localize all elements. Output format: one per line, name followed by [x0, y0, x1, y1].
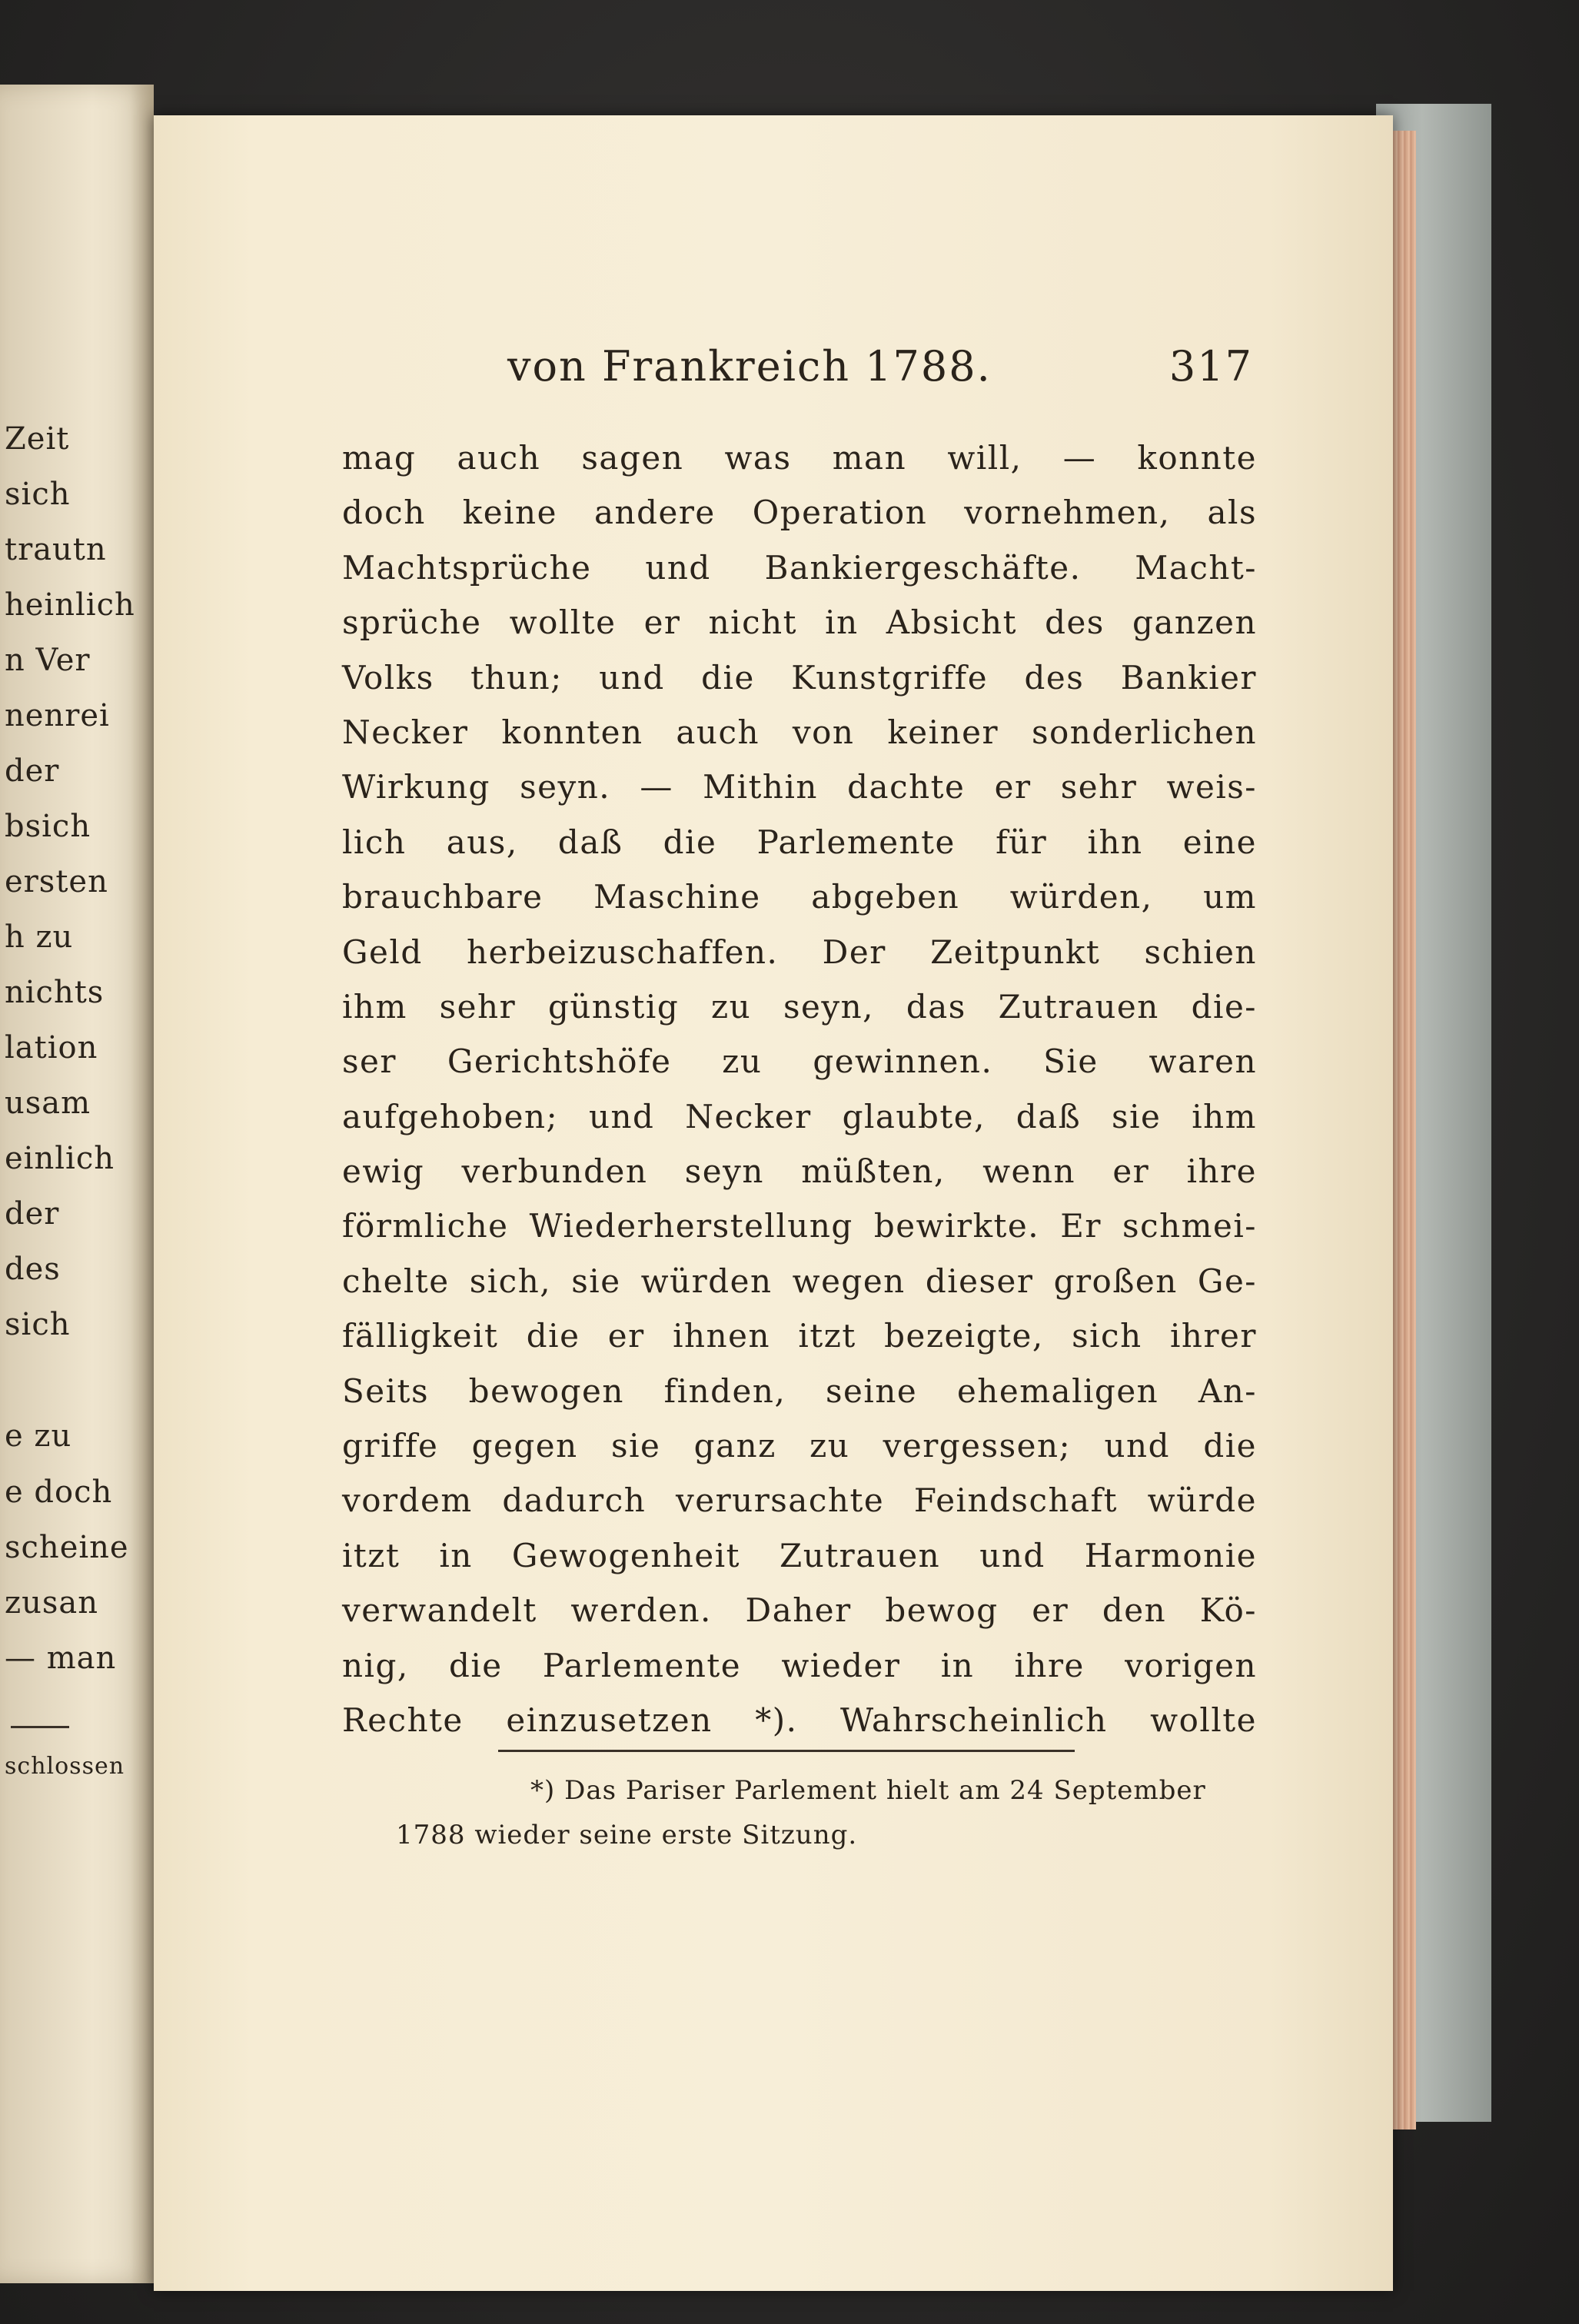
- text-line: doch keine andere Operation vornehmen, als: [342, 494, 1257, 532]
- text-line: lich aus, daß die Parlemente für ihn eine: [342, 823, 1257, 861]
- text-line: Seits bewogen finden, seine ehemaligen An-: [342, 1371, 1257, 1410]
- text-line: itzt in Gewogenheit Zutrauen und Harmonie: [342, 1536, 1257, 1574]
- text-line: ser Gerichtshöfe zu gewinnen. Sie waren: [342, 1042, 1257, 1081]
- left-fragment: Zeit: [5, 421, 70, 457]
- text-line: griffe gegen sie ganz zu vergessen; und die: [342, 1427, 1257, 1465]
- text-line: sprüche wollte er nicht in Absicht des ganzen: [342, 603, 1257, 642]
- left-fragment: einlich: [5, 1141, 115, 1176]
- left-fragment: der: [5, 753, 60, 789]
- text-line: brauchbare Maschine abgeben würden, um: [342, 878, 1257, 916]
- left-fragment: scheine: [5, 1530, 129, 1565]
- left-fragment: nichts: [5, 975, 105, 1010]
- footnote: [381, 1768, 1249, 1857]
- left-fragment: usam: [5, 1086, 91, 1121]
- text-line: Necker konnten auch von keiner sonderlichen: [342, 713, 1257, 751]
- left-fragment: ersten: [5, 864, 108, 899]
- left-fragment: des: [5, 1252, 61, 1287]
- text-line: ihm sehr günstig zu seyn, das Zutrauen die-: [342, 987, 1257, 1026]
- footnote-line: *) Das Pariser Parlement hielt am 24 September: [530, 1775, 1206, 1806]
- footnote-rule: [498, 1750, 1075, 1752]
- left-facing-page: [0, 85, 154, 2283]
- left-fragment: schlossen: [5, 1753, 125, 1780]
- left-fragment: der: [5, 1196, 60, 1232]
- left-fragment: sich: [5, 477, 71, 512]
- body-text: [342, 431, 1257, 1747]
- left-fragment: e zu: [5, 1418, 72, 1454]
- left-fragment: nenrei: [5, 698, 110, 733]
- text-line: förmliche Wiederherstellung bewirkte. Er schmei-: [342, 1207, 1257, 1245]
- text-line: chelte sich, sie würden wegen dieser großen Ge-: [342, 1262, 1257, 1300]
- text-line: aufgehoben; und Necker glaubte, daß sie ihm: [342, 1097, 1257, 1135]
- left-fragment: n Ver: [5, 643, 91, 678]
- left-fragment: — man: [5, 1641, 117, 1676]
- left-fragment: lation: [5, 1030, 98, 1066]
- left-fragment: trautn: [5, 532, 107, 567]
- running-title: von Frankreich 1788.: [507, 342, 992, 391]
- text-line: fälligkeit die er ihnen itzt bezeigte, sich ihrer: [342, 1317, 1257, 1355]
- left-fragment: h zu: [5, 919, 74, 955]
- left-fragment: sich: [5, 1307, 71, 1342]
- left-page-rule: [11, 1726, 69, 1728]
- text-line: mag auch sagen was man will, — konnte: [342, 439, 1257, 477]
- text-line: verwandelt werden. Daher bewog er den Kö-: [342, 1591, 1257, 1630]
- text-line: Volks thun; und die Kunstgriffe des Bankier: [342, 658, 1257, 697]
- page-header: [507, 342, 1253, 404]
- text-line: Rechte einzusetzen *). Wahrscheinlich wollte: [342, 1701, 1257, 1739]
- text-line: ewig verbunden seyn müßten, wenn er ihre: [342, 1152, 1257, 1191]
- text-line: Machtsprüche und Bankiergeschäfte. Macht-: [342, 548, 1257, 587]
- text-line: nig, die Parlemente wieder in ihre vorigen: [342, 1646, 1257, 1684]
- footnote-line: 1788 wieder seine erste Sitzung.: [396, 1820, 858, 1850]
- text-line: vordem dadurch verursachte Feindschaft würde: [342, 1481, 1257, 1520]
- text-line: Wirkung seyn. — Mithin dachte er sehr weis-: [342, 768, 1257, 806]
- left-fragment: e doch: [5, 1475, 113, 1510]
- left-fragment: heinlich: [5, 587, 135, 623]
- page: [154, 115, 1393, 2291]
- page-number: 317: [1168, 342, 1253, 391]
- text-line: Geld herbeizuschaffen. Der Zeitpunkt schien: [342, 933, 1257, 971]
- left-fragment: zusan: [5, 1585, 98, 1621]
- left-fragment: bsich: [5, 809, 91, 844]
